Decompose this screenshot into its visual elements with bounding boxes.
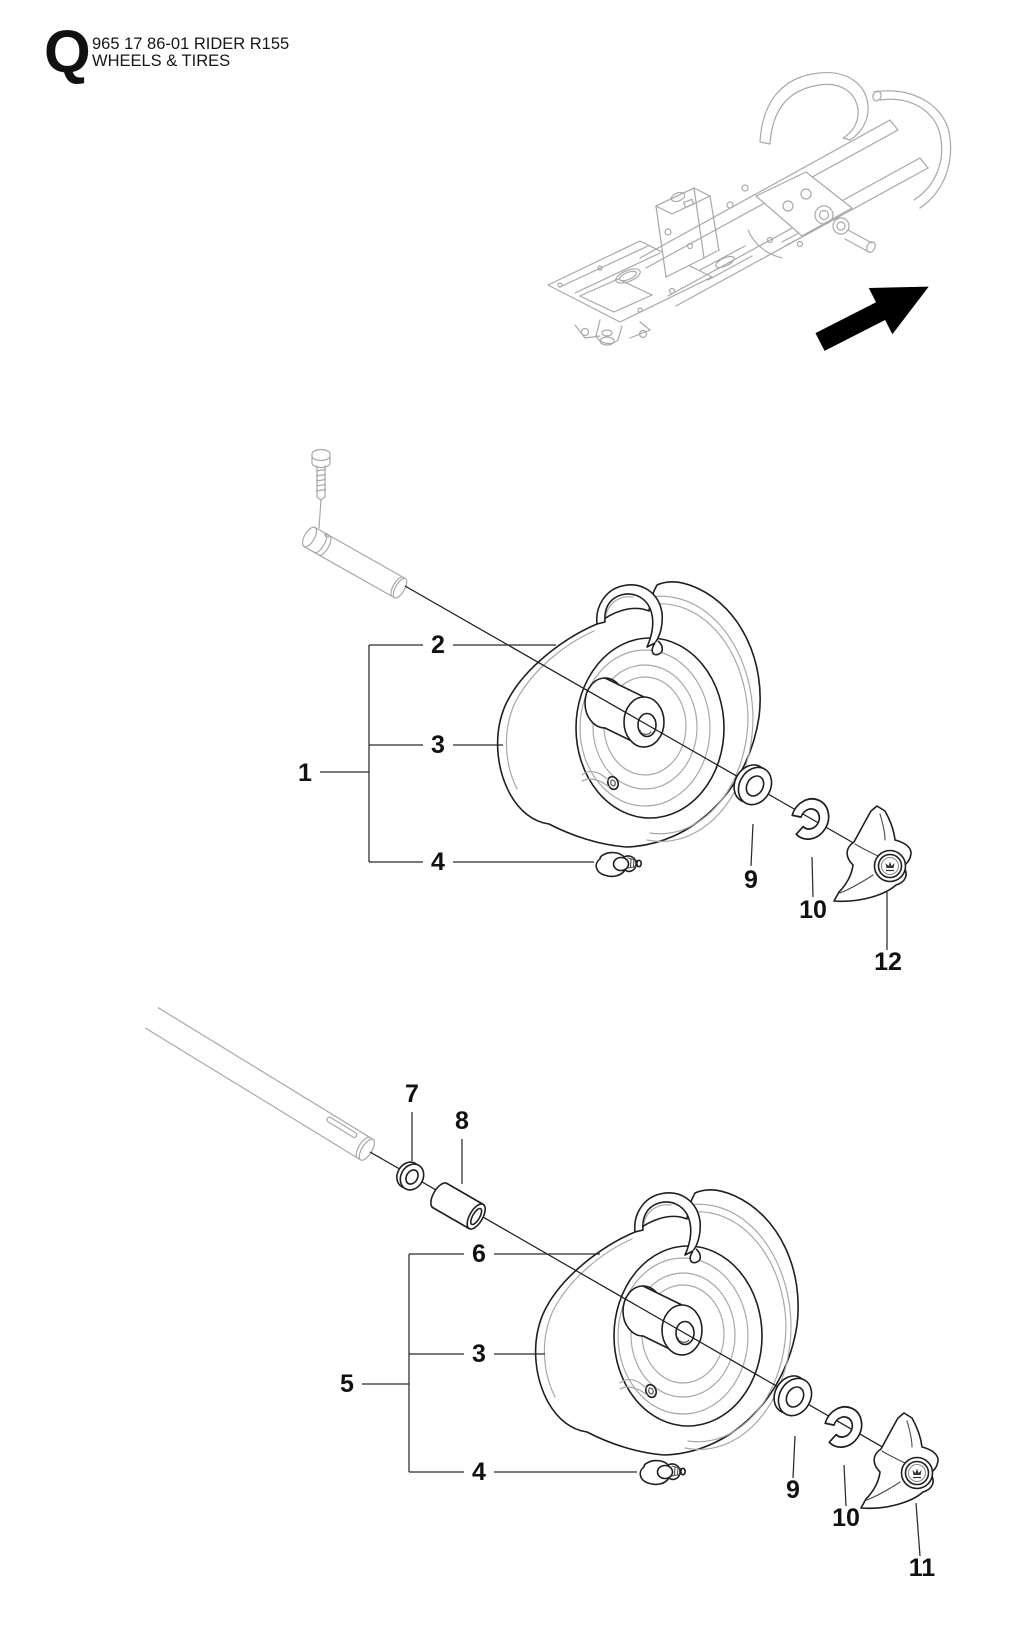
callout-2: 2 <box>431 631 445 659</box>
bolt-part <box>312 450 330 528</box>
hub-cap-part <box>834 806 911 901</box>
callout-9-upper: 9 <box>744 866 758 894</box>
upper-assembly-diagram <box>298 450 911 977</box>
retaining-clip-part <box>817 1400 869 1454</box>
callout-6: 6 <box>472 1240 486 1268</box>
axle-shaft-part <box>300 525 410 600</box>
callout-4-lower: 4 <box>472 1458 486 1486</box>
valve-part <box>640 1461 685 1485</box>
callout-1: 1 <box>298 759 312 787</box>
callout-9-lower: 9 <box>786 1476 800 1504</box>
hub-cap-part <box>861 1413 938 1508</box>
valve-part <box>596 853 641 877</box>
callout-4-upper: 4 <box>431 848 445 876</box>
long-axle-part <box>146 1008 378 1163</box>
document-code: 965 17 86-01 RIDER R155 <box>92 35 290 53</box>
callout-5: 5 <box>340 1370 354 1398</box>
direction-arrow-icon <box>808 263 940 365</box>
callout-11: 11 <box>908 1554 936 1582</box>
spacer-bushing-part <box>427 1180 489 1232</box>
retaining-clip-part <box>784 792 836 846</box>
callout-10-upper: 10 <box>799 896 827 924</box>
small-washer-part <box>392 1158 428 1194</box>
callout-10-lower: 10 <box>832 1504 860 1532</box>
section-letter: Q <box>44 18 91 85</box>
callout-3-lower: 3 <box>472 1340 486 1368</box>
callout-8: 8 <box>455 1107 469 1135</box>
lower-assembly-diagram <box>146 1008 938 1582</box>
callout-12: 12 <box>874 948 902 976</box>
callout-3-upper: 3 <box>431 731 445 759</box>
section-title: WHEELS & TIRES <box>92 51 231 70</box>
callout-7: 7 <box>405 1080 419 1108</box>
